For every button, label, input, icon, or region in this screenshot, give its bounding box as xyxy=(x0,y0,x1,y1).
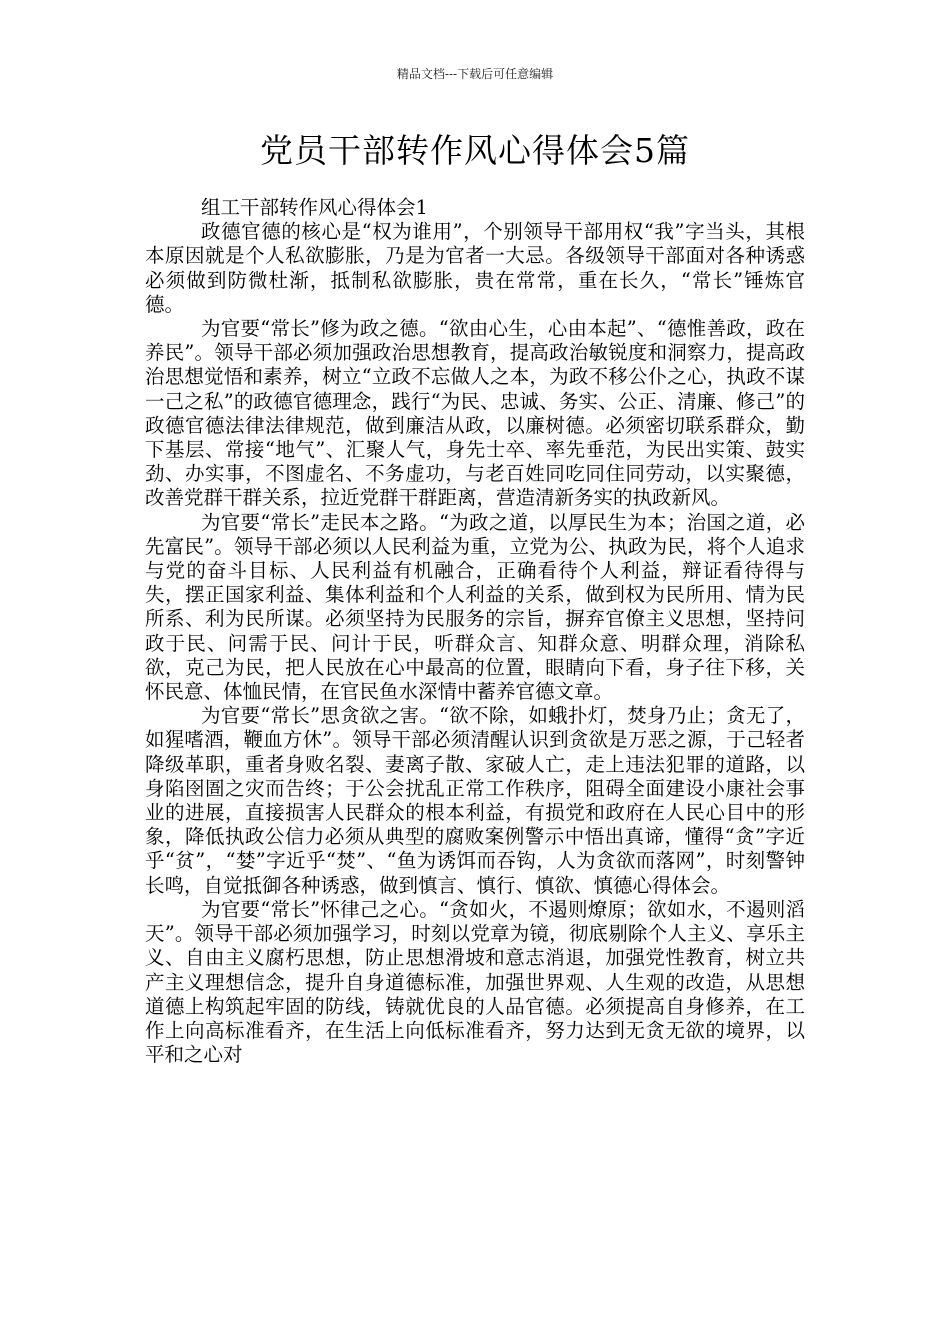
document-body xyxy=(145,196,805,1067)
section-subtitle: 组工干部转作风心得体会1 xyxy=(201,196,428,219)
paragraph-1: 政德官德的核心是“权为谁用”，个别领导干部用权“我”字当头，其根本原因就是个人私欲膨胀，乃是为官者一大忌。各级领导干部面对各种诱惑必须做到防微杜渐，抵制私欲膨胀，贵在常常，重在长久，“常长”锤炼官德。 xyxy=(145,220,805,316)
paragraph-3: 为官要“常长”走民本之路。“为政之道，以厚民生为本；治国之道，必先富民”。领导干部必须以人民利益为重，立党为公、执政为民，将个人追求与党的奋斗目标、人民利益有机融合，正确看待个人利益，辩证看待得与失，摆正国家利益、集体利益和个人利益的关系，做到权为民所用、情为民所系、利为民所谋。必须坚持为民服务的宗旨，摒弃官僚主义思想，坚持问政于民、问需于民、问计于民，听群众言、知群众意、明群众理，消除私欲，克己为民，把人民放在心中最高的位置，眼睛向下看，身子往下移，关怀民意、体恤民情，在官民鱼水深情中蓄养官德文章。 xyxy=(145,510,805,704)
header-note: 精品文档---下载后可任意编辑 xyxy=(396,67,554,81)
paragraph-5: 为官要“常长”怀律己之心。“贪如火，不遏则燎原；欲如水，不遏则滔天”。领导干部必须加强学习，时刻以党章为镜，彻底剔除个人主义、享乐主义、自由主义腐朽思想，防止思想滑坡和意志消退，加强党性教育，树立共产主义理想信念，提升自身道德标准，加强世界观、人生观的改造，从思想道德上构筑起牢固的防线，铸就优良的人品官德。必须提高自身修养，在工作上向高标准看齐，在生活上向低标准看齐，努力达到无贪无欲的境界，以平和之心对 xyxy=(145,897,805,1067)
paragraph-4: 为官要“常长”思贪欲之害。“欲不除，如蛾扑灯，焚身乃止；贪无了，如猩嗜酒，鞭血方休”。领导干部必须清醒认识到贪欲是万恶之源，于己轻者降级革职，重者身败名裂、妻离子散、家破人亡，走上违法犯罪的道路，以身陷囹圄之灾而告终；于公会扰乱正常工作秩序，阻碍全面建设小康社会事业的进展，直接损害人民群众的根本利益，有损党和政府在人民心目中的形象，降低执政公信力必须从典型的腐败案例警示中悟出真谛，懂得“贪”字近乎“贫”，“婪”字近乎“焚”、“鱼为诱饵而吞钩，人为贪欲而落网”，时刻警钟长鸣，自觉抵御各种诱惑，做到慎言、慎行、慎欲、慎德心得体会。 xyxy=(145,704,805,897)
paragraph-2: 为官要“常长”修为政之德。“欲由心生，心由本起”、“德惟善政，政在养民”。领导干部必须加强政治思想教育，提高政治敏锐度和洞察力，提高政治思想觉悟和素养，树立“立政不忘做人之本，为政不移公仆之心，执政不谋一己之私”的政德官德理念，践行“为民、忠诚、务实、公正、清廉、修己”的政德官德法律法律规范，做到廉洁从政，以廉树德。必须密切联系群众，勤下基层、常接“地气”、汇聚人气，身先士卒、率先垂范，为民出实策、鼓实劲、办实事，不图虚名、不务虚功，与老百姓同吃同住同劳动，以实聚德，改善党群干群关系，拉近党群干群距离，营造清新务实的执政新风。 xyxy=(145,317,805,510)
document-title: 党员干部转作风心得体会5篇 xyxy=(260,131,690,170)
